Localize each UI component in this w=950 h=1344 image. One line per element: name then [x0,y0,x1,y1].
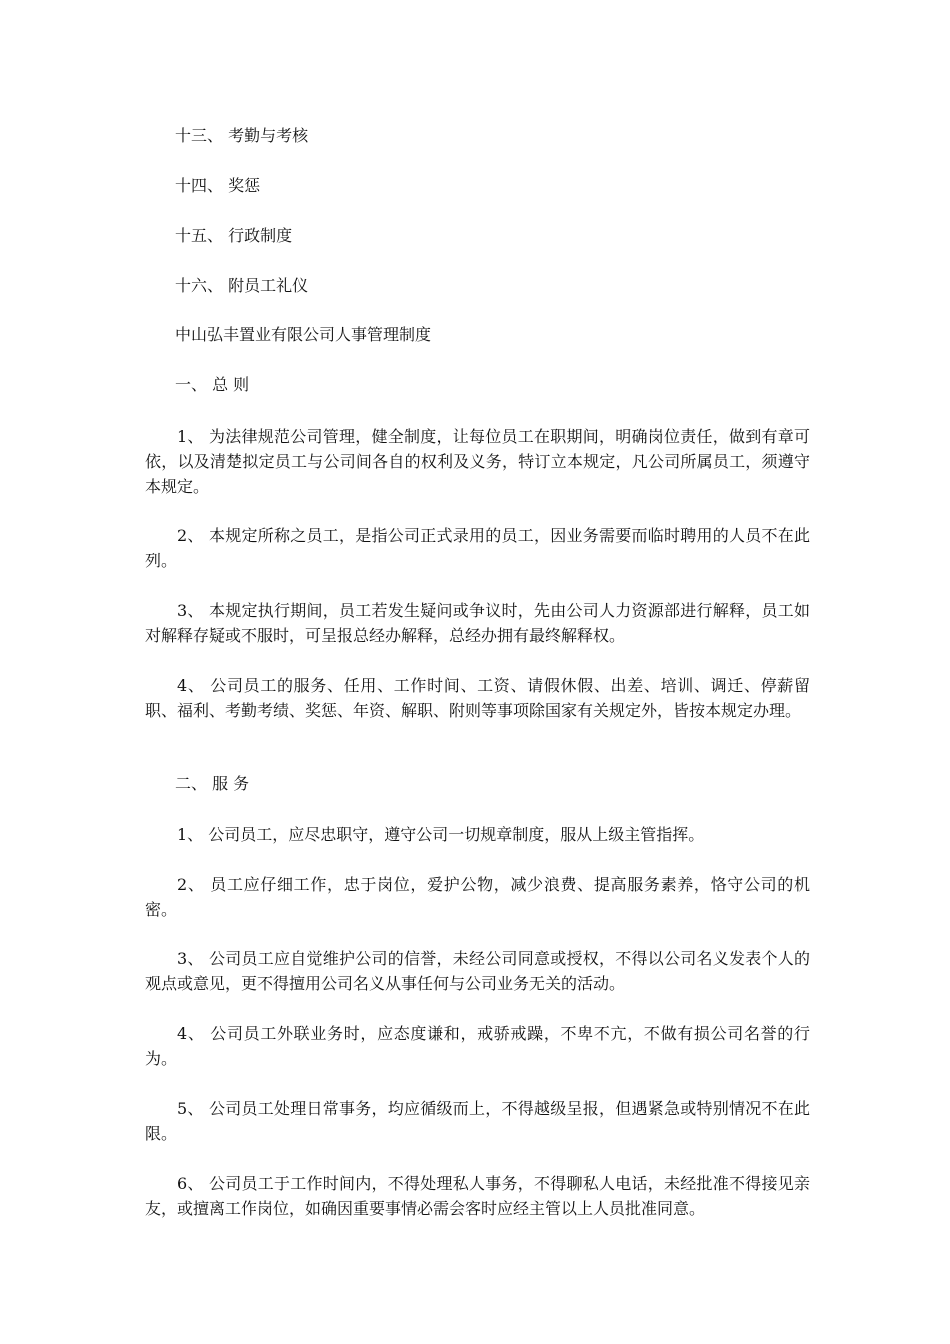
section1-paragraph-4: 4、 公司员工的服务、任用、工作时间、工资、请假休假、出差、培训、调迁、停薪留职、福利、考勤考绩、奖惩、年资、解职、附则等事项除国家有关规定外，皆按本规定办理。 [145,676,810,720]
section2-paragraph-1: 1、 公司员工，应尽忠职守，遵守公司一切规章制度，服从上级主管指挥。 [177,825,705,844]
section-heading-service: 二、 服 务 [175,774,250,793]
section1-paragraph-3: 3、 本规定执行期间，员工若发生疑问或争议时，先由公司人力资源部进行解释，员工如对解释存疑或不服时，可呈报总经办解释，总经办拥有最终解释权。 [145,601,810,645]
section2-paragraph-3: 3、 公司员工应自觉维护公司的信誉，未经公司同意或授权，不得以公司名义发表个人的观点或意见，更不得擅用公司名义从事任何与公司业务无关的活动。 [145,949,810,993]
document-title: 中山弘丰置业有限公司人事管理制度 [175,325,432,344]
section2-paragraph-4: 4、 公司员工外联业务时，应态度谦和，戒骄戒躁，不卑不亢，不做有损公司名誉的行为。 [145,1024,810,1068]
toc-item-16: 十六、 附员工礼仪 [175,276,309,295]
section1-paragraph-2: 2、 本规定所称之员工，是指公司正式录用的员工，因业务需要而临时聘用的人员不在此列。 [145,526,810,570]
section-heading-general: 一、 总 则 [175,375,250,394]
section2-paragraph-6: 6、 公司员工于工作时间内，不得处理私人事务，不得聊私人电话，未经批准不得接见亲友，或擅离工作岗位，如确因重要事情必需会客时应经主管以上人员批准同意。 [145,1174,810,1218]
toc-item-14: 十四、 奖惩 [175,176,261,195]
section2-paragraph-2: 2、 员工应仔细工作，忠于岗位，爱护公物，减少浪费、提高服务素养，恪守公司的机密。 [145,875,810,919]
section1-paragraph-1: 1、 为法律规范公司管理，健全制度，让每位员工在职期间，明确岗位责任，做到有章可依，以及清楚拟定员工与公司间各自的权利及义务，特订立本规定，凡公司所属员工，须遵守本规定。 [145,427,810,496]
toc-item-15: 十五、 行政制度 [175,226,293,245]
document-page [145,0,810,1344]
toc-item-13: 十三、 考勤与考核 [175,126,309,145]
section2-paragraph-5: 5、 公司员工处理日常事务，均应循级而上，不得越级呈报，但遇紧急或特别情况不在此限。 [145,1099,810,1143]
